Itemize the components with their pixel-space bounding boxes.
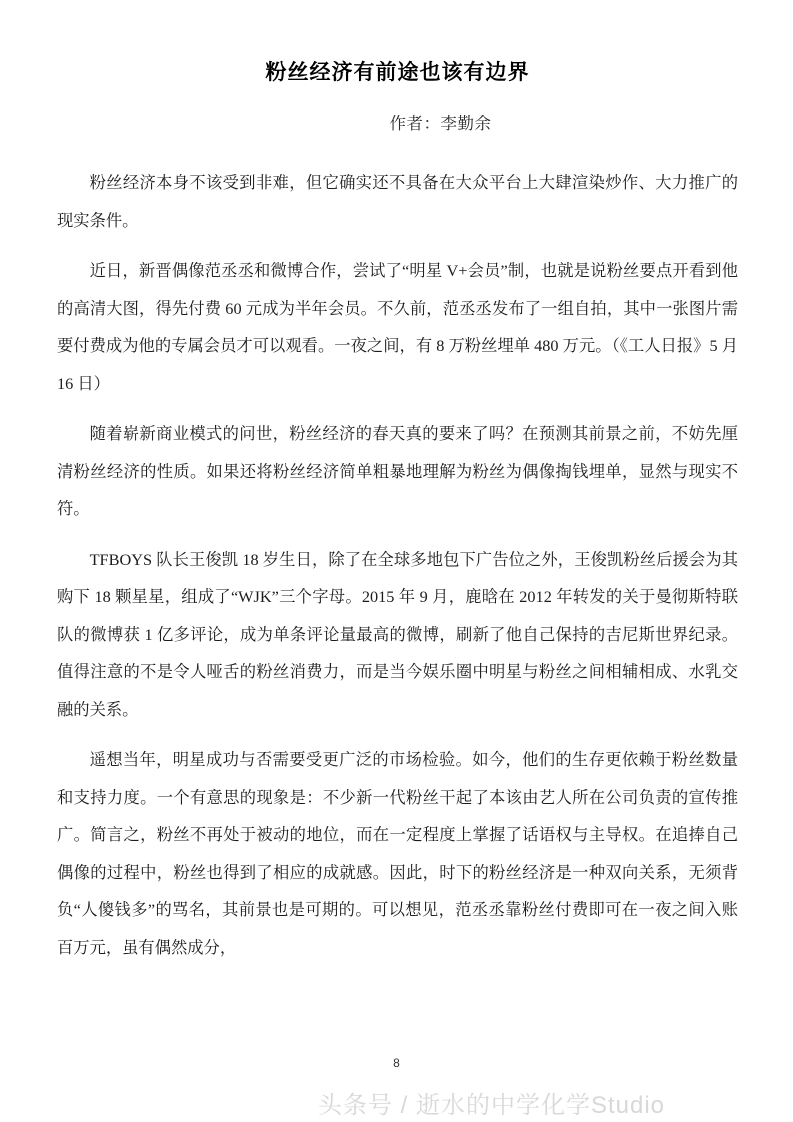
- body-text: [57, 134, 738, 966]
- paragraph: 随着崭新商业模式的问世，粉丝经济的春天真的要来了吗？在预测其前景之前，不妨先厘清粉丝经济的性质。如果还将粉丝经济简单粗暴地理解为粉丝为偶像掏钱埋单，显然与现实不符。: [57, 424, 738, 518]
- paragraph: 粉丝经济本身不该受到非难，但它确实还不具备在大众平台上大肆渲染炒作、大力推广的现实条件。: [57, 173, 738, 230]
- document-content: [57, 0, 738, 966]
- paragraph: 遥想当年，明星成功与否需要受更广泛的市场检验。如今，他们的生存更依赖于粉丝数量和支持力度。一个有意思的现象是：不少新一代粉丝干起了本该由艺人所在公司负责的宣传推广。简言之，粉丝不再处于被动的地位，而在一定程度上掌握了话语权与主导权。在追捧自己偶像的过程中，粉丝也得到了相应的成就感。因此，时下的粉丝经济是一种双向关系，无须背负“人傻钱多”的骂名，其前景也是可期的。可以想见，范丞丞靠粉丝付费即可在一夜之间入账百万元，虽有偶然成分，: [57, 750, 738, 957]
- page-number: 8: [393, 1056, 400, 1070]
- paragraph: TFBOYS 队长王俊凯 18 岁生日，除了在全球多地包下广告位之外，王俊凯粉丝后援会为其购下 18 颗星星，组成了“WJK”三个字母。2015 年 9 月，鹿晗在 2012 年转发的关于曼彻斯特联队的微博获 1 亿多评论，成为单条评论量最高的微博，刷新了他自己保持的吉尼斯世界纪录。值得注意的不是令人哑舌的粉丝消费力，而是当今娱乐圈中明星与粉丝之间相辅相成、水乳交融的关系。: [57, 549, 738, 719]
- author-line: 作者：李勤余: [389, 114, 492, 133]
- watermark: 头条号 / 逝水的中学化学Studio: [317, 1092, 666, 1119]
- page-title: 粉丝经济有前途也该有边界: [265, 60, 530, 84]
- paragraph: 近日，新晋偶像范丞丞和微博合作，尝试了“明星 V+会员”制，也就是说粉丝要点开看到他的高清大图，得先付费 60 元成为半年会员。不久前，范丞丞发布了一组自拍，其中一张图片需要付费成为他的专属会员才可以观看。一夜之间，有 8 万粉丝埋单 480 万元。（《工人日报》5 月 16 日）: [57, 261, 738, 393]
